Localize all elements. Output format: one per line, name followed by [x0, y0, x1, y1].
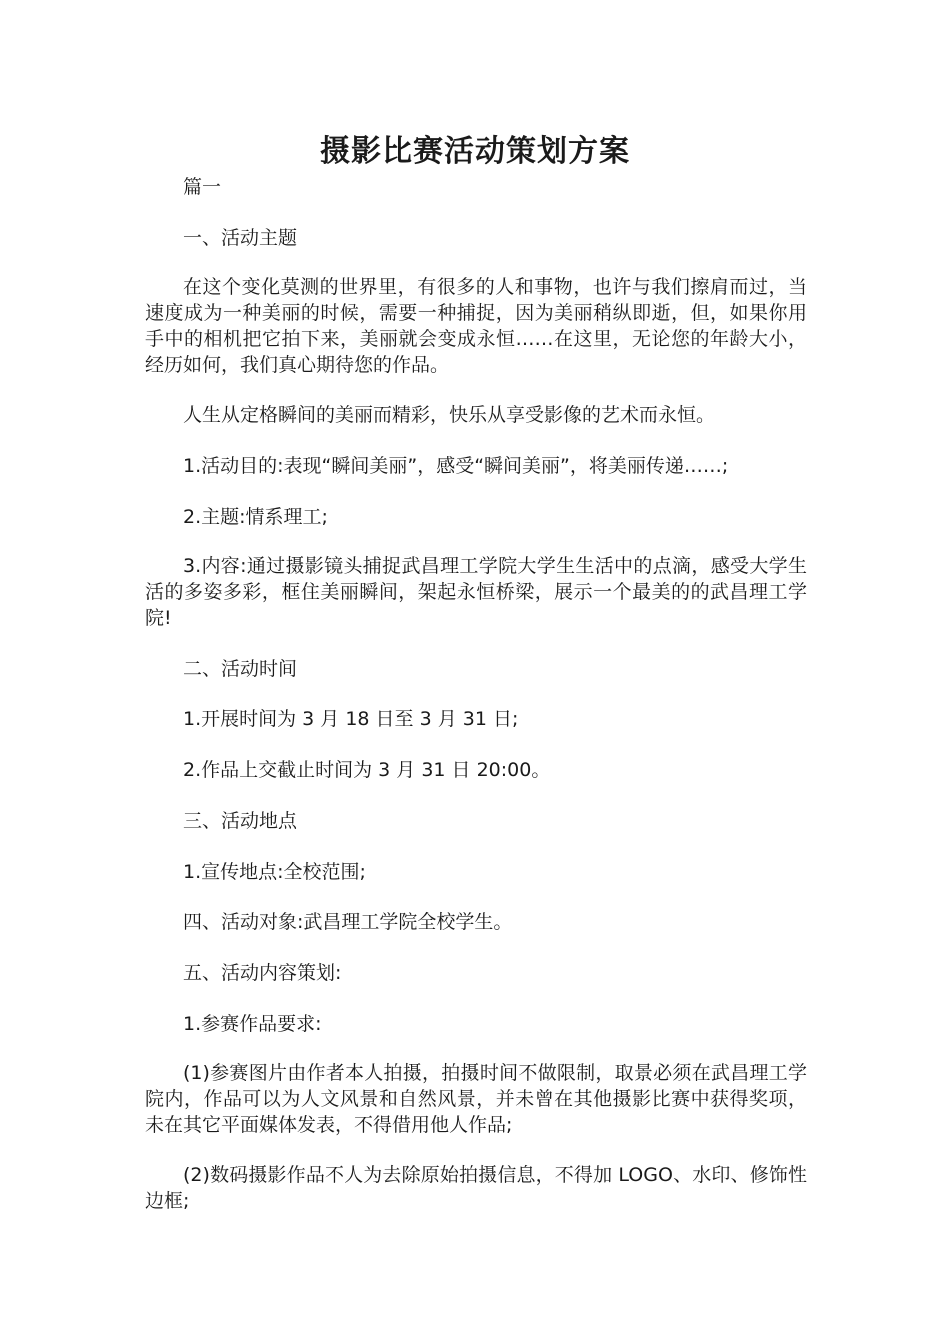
paragraph-promo-location: 1.宣传地点:全校范围;: [183, 861, 366, 883]
document-title: 摄影比赛活动策划方案: [320, 134, 630, 169]
heading-activity-location: 三、活动地点: [183, 810, 298, 832]
paragraph-deadline: 2.作品上交截止时间为 3 月 31 日 20:00。: [183, 759, 551, 781]
heading-activity-time: 二、活动时间: [183, 658, 298, 680]
paragraph-requirement-2: (2)数码摄影作品不人为去除原始拍摄信息，不得加 LOGO、水印、修饰性边框;: [145, 1164, 807, 1212]
paragraph-content: 3.内容:通过摄影镜头捕捉武昌理工学院大学生生活中的点滴，感受大学生活的多姿多彩，框住美丽瞬间，架起永恒桥梁，展示一个最美的的武昌理工学院!: [145, 555, 807, 629]
paragraph-intro: 在这个变化莫测的世界里，有很多的人和事物，也许与我们擦肩而过，当速度成为一种美丽的时候，需要一种捕捉，因为美丽稍纵即逝，但，如果你用手中的相机把它拍下来，美丽就会变成永恒……在这里，无论您的年龄大小，经历如何，我们真心期待您的作品。: [145, 276, 807, 376]
section-label-part-one: 篇一: [183, 176, 222, 198]
paragraph-slogan: 人生从定格瞬间的美丽而精彩，快乐从享受影像的艺术而永恒。: [183, 404, 716, 426]
paragraph-start-time: 1.开展时间为 3 月 18 日至 3 月 31 日;: [183, 708, 519, 730]
heading-activity-theme: 一、活动主题: [183, 227, 298, 249]
paragraph-requirement-1: (1)参赛图片由作者本人拍摄，拍摄时间不做限制，取景必须在武昌理工学院内，作品可以为人文风景和自然风景，并未曾在其他摄影比赛中获得奖项，未在其它平面媒体发表，不得借用他人作品;: [145, 1062, 807, 1136]
heading-activity-plan: 五、活动内容策划:: [183, 962, 342, 984]
paragraph-purpose: 1.活动目的:表现“瞬间美丽”，感受“瞬间美丽”，将美丽传递……;: [183, 455, 729, 477]
heading-activity-target: 四、活动对象:武昌理工学院全校学生。: [183, 911, 513, 933]
paragraph-theme: 2.主题:情系理工;: [183, 506, 328, 528]
paragraph-entry-requirements: 1.参赛作品要求:: [183, 1013, 322, 1035]
